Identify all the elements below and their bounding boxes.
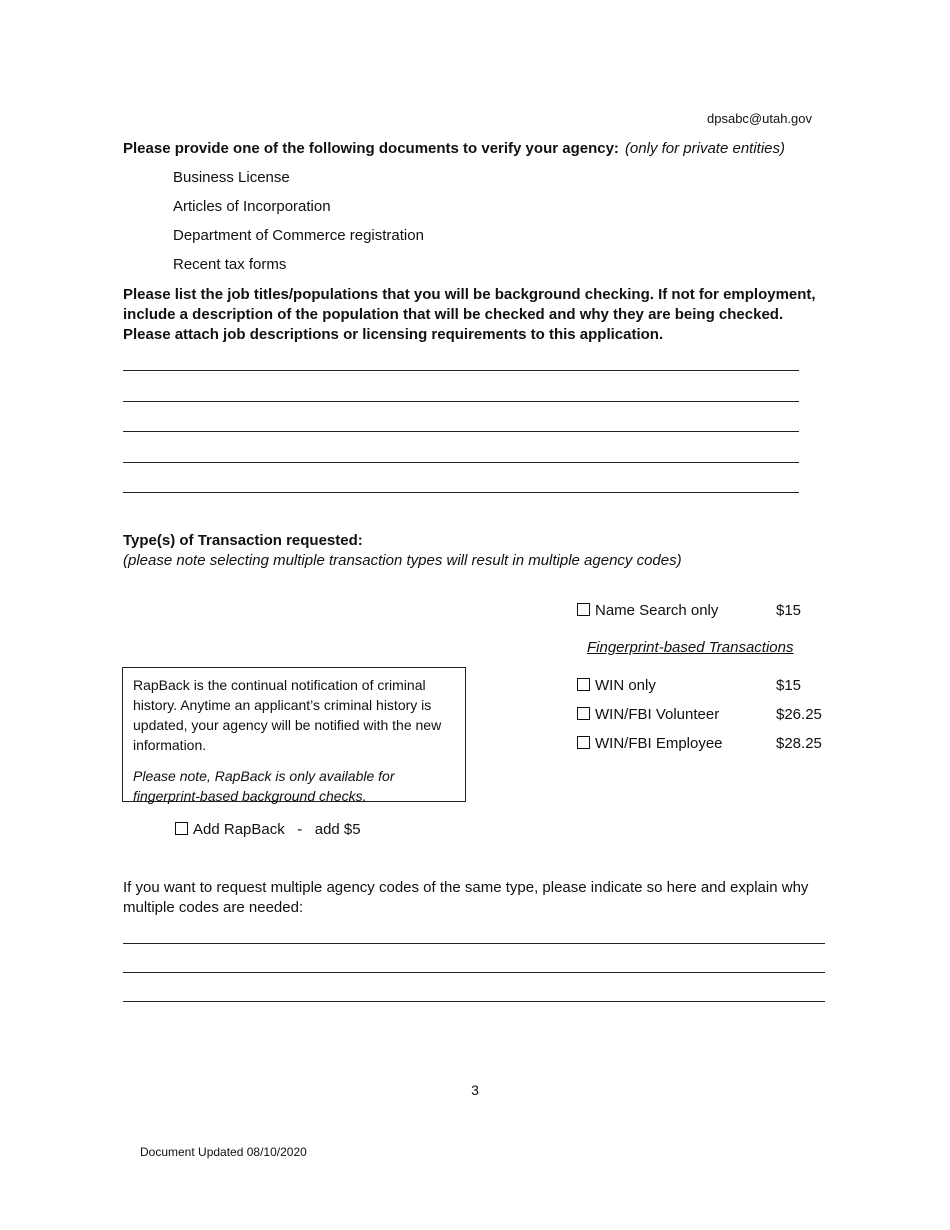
- multiple-codes-line-1[interactable]: [123, 943, 825, 944]
- name-search-option[interactable]: [577, 602, 718, 619]
- win-fbi-volunteer-label: WIN/FBI Volunteer: [595, 706, 720, 723]
- multiple-codes-line-2[interactable]: [123, 972, 825, 973]
- jobs-heading: Please list the job titles/populations that you will be background checking. If not for employment, include a description of the population that will be checked and why they are being checked. Please attach job descriptions or licensing requirements to this application.: [123, 286, 816, 343]
- document-item-tax-forms: Recent tax forms: [173, 256, 287, 273]
- multiple-codes-text: If you want to request multiple agency codes of the same type, please indicate so here and explain why multiple codes are needed:: [123, 879, 809, 916]
- name-search-price: $15: [776, 602, 802, 619]
- win-fbi-employee-option[interactable]: [577, 735, 723, 752]
- rapback-info-box: [122, 667, 466, 802]
- document-updated: Document Updated 08/10/2020: [140, 1145, 307, 1159]
- win-only-label: WIN only: [595, 677, 656, 694]
- win-fbi-volunteer-option[interactable]: [577, 706, 719, 723]
- jobs-line-4[interactable]: [123, 462, 799, 463]
- contact-email: dpsabc@utah.gov: [707, 111, 812, 126]
- add-rapback-label: Add RapBack - add $5: [193, 821, 361, 838]
- page-number: 3: [471, 1082, 479, 1098]
- win-fbi-volunteer-price: $26.25: [776, 706, 822, 723]
- rapback-note: Please note, RapBack is only available for fingerprint-based background checks.: [133, 768, 395, 804]
- win-fbi-employee-checkbox[interactable]: [577, 736, 590, 749]
- transaction-heading: Type(s) of Transaction requested:: [123, 532, 363, 549]
- verify-heading-note: (only for private entities): [624, 140, 786, 157]
- jobs-line-3[interactable]: [123, 431, 799, 432]
- jobs-line-1[interactable]: [123, 370, 799, 371]
- add-rapback-option[interactable]: [175, 821, 361, 838]
- fingerprint-heading: Fingerprint-based Transactions: [587, 639, 794, 656]
- win-only-checkbox[interactable]: [577, 678, 590, 691]
- name-search-checkbox[interactable]: [577, 603, 590, 616]
- verify-heading: [123, 140, 785, 157]
- add-rapback-checkbox[interactable]: [175, 822, 188, 835]
- multiple-codes-line-3[interactable]: [123, 1001, 825, 1002]
- win-fbi-employee-label: WIN/FBI Employee: [595, 735, 723, 752]
- document-item-articles-of-incorporation: Articles of Incorporation: [173, 198, 331, 215]
- win-only-option[interactable]: [577, 677, 656, 694]
- document-item-commerce-registration: Department of Commerce registration: [173, 227, 424, 244]
- win-fbi-volunteer-checkbox[interactable]: [577, 707, 590, 720]
- rapback-description: RapBack is the continual notification of criminal history. Anytime an applicant’s criminal history is updated, your agency will be notified with the new information.: [133, 677, 442, 753]
- jobs-line-2[interactable]: [123, 401, 799, 402]
- jobs-line-5[interactable]: [123, 492, 799, 493]
- win-only-price: $15: [776, 677, 802, 694]
- verify-heading-text: Please provide one of the following documents to verify your agency:: [123, 140, 619, 157]
- win-fbi-employee-price: $28.25: [776, 735, 822, 752]
- transaction-note: (please note selecting multiple transaction types will result in multiple agency codes): [123, 552, 682, 569]
- name-search-label: Name Search only: [595, 602, 719, 619]
- document-item-business-license: Business License: [173, 169, 290, 186]
